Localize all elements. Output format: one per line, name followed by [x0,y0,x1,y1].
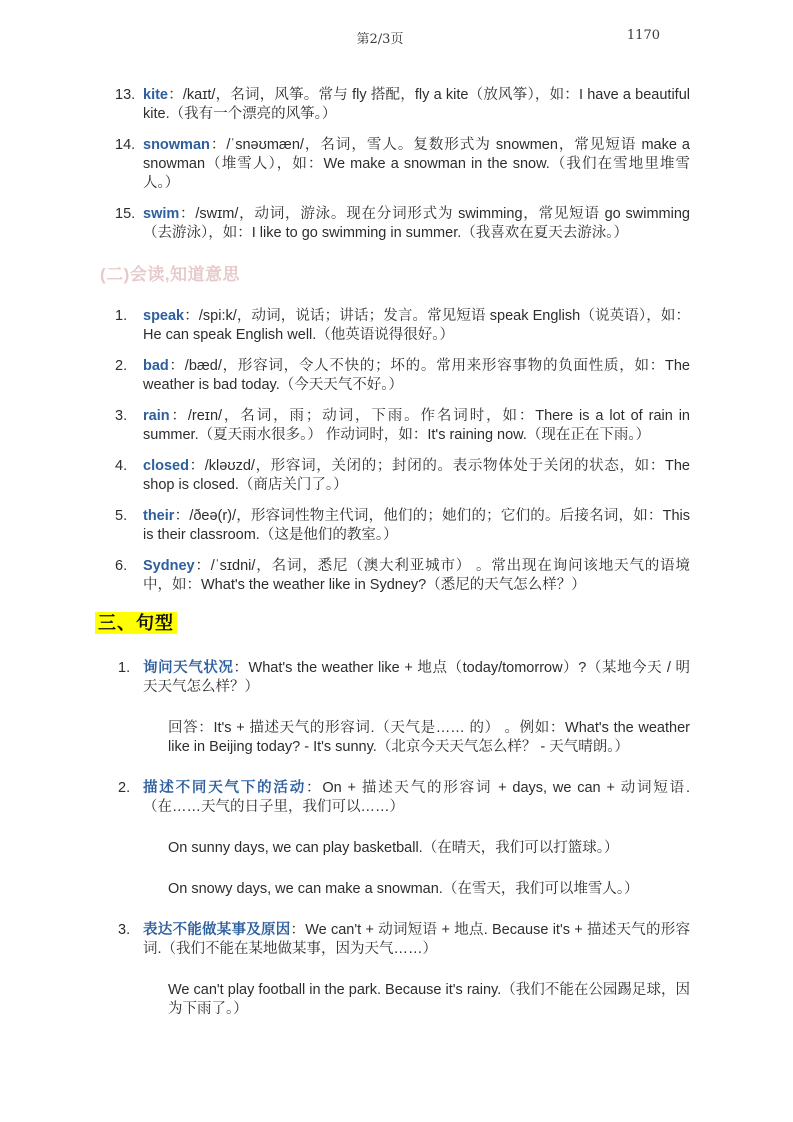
pattern-text: ：We can't + 动词短语 + 地点. Because it's + 描述天气的形容词.（我们不能在某地做某事，因为天气……） [143,922,690,957]
item-text [143,307,690,345]
section-heading-wrap [95,612,690,634]
pattern-example: On sunny days, we can play basketball.（在晴天，我们可以打篮球。） [168,840,619,856]
pattern-item-3 [100,921,690,1019]
definition-text: ：/spi:k/，动词，说话；讲话；发言。常见短语 speak English（说英语），如：He can speak English well.（他英语说得很好。） [143,308,690,343]
keyword-closed: closed [143,458,189,474]
definition-text: ：/ˈsnəʊmæn/，名词，雪人。复数形式为 snowmen，常见短语 make a snowman（堆雪人），如：We make a snowman in the snow.（我们在雪地里堆雪人。） [143,137,690,191]
vocab-item-5 [100,507,690,545]
item-number: 14. [115,137,136,153]
item-number: 13. [115,87,136,103]
item-number: 3. [118,922,131,938]
pattern-main-text [143,659,690,697]
item-number: 1. [115,308,128,324]
item-text [143,457,690,495]
item-number: 6. [115,558,128,574]
definition-text: ：/ðeə(r)/，形容词性物主代词，他们的；她们的；它们的。后接名词，如：This is their classroom.（这是他们的教室。） [143,508,690,543]
keyword-rain: rain [143,408,170,424]
vocab-item-3 [100,407,690,445]
keyword-their: their [143,508,175,524]
item-number: 2. [118,780,131,796]
pattern-example: We can't play football in the park. Because it's rainy.（我们不能在公园踢足球，因为下雨了。） [168,982,690,1017]
vocab-item-13 [100,86,690,124]
item-text [143,136,690,193]
pattern-main-text [143,779,690,817]
pattern-example: 回答：It's + 描述天气的形容词.（天气是…… 的） 。例如：What's the weather like in Beijing today? - It's sunny.（北京今天天气怎么样？ - 天气晴朗。） [168,720,690,755]
keyword-kite: kite [143,87,168,103]
item-number: 3. [115,408,128,424]
definition-text: ：/kaɪt/，名词，风筝。常与 fly 搭配，fly a kite（放风筝），如：I have a beautiful kite.（我有一个漂亮的风筝。） [143,87,690,122]
item-text [143,86,690,124]
vocab-item-6 [100,557,690,595]
page-header [100,28,660,46]
pattern-text: ：On + 描述天气的形容词 + days, we can + 动词短语.（在……天气的日子里，我们可以……） [143,780,691,815]
page-number-label: 第2/3页 [356,32,404,47]
item-text [143,507,690,545]
vocab-item-2 [100,357,690,395]
item-text [143,357,690,395]
keyword-sydney: Sydney [143,558,195,574]
keyword-bad: bad [143,358,169,374]
subsection-heading-can-read: (二)会读,知道意思 [100,265,241,284]
pattern-body [143,779,690,899]
pattern-label: 描述不同天气下的活动 [143,780,307,796]
pattern-item-2 [100,779,690,899]
definition-text: ：/swɪm/，动词，游泳。现在分词形式为 swimming，常见短语 go swimming（去游泳），如：I like to go swimming in summer.（我喜欢在夏天去游泳。） [143,206,690,241]
item-text [143,205,690,243]
keyword-speak: speak [143,308,185,324]
vocab-item-15 [100,205,690,243]
document-content [100,86,690,1035]
pattern-main-text [143,921,690,959]
item-number: 15. [115,206,136,222]
doc-number-label: 1170 [626,28,660,43]
item-number: 1. [118,660,131,676]
definition-text: ：/reɪn/，名词，雨；动词，下雨。作名词时，如：There is a lot of rain in summer.（夏天雨水很多。） 作动词时，如：It's raining now.（现在正在下雨。） [143,408,690,443]
pattern-label: 表达不能做某事及原因 [143,922,291,938]
keyword-snowman: snowman [143,137,210,153]
pattern-item-1 [100,659,690,757]
item-number: 5. [115,508,128,524]
pattern-body [143,659,690,757]
definition-text: ：/kləʊzd/，形容词，关闭的；封闭的。表示物体处于关闭的状态，如：The shop is closed.（商店关门了。） [143,458,690,493]
pattern-example: On snowy days, we can make a snowman.（在雪天，我们可以堆雪人。） [168,881,639,897]
vocab-item-4 [100,457,690,495]
definition-text: ：/ˈsɪdni/，名词，悉尼（澳大利亚城市） 。常出现在询问该地天气的语境中，如：What's the weather like in Sydney?（悉尼的天气怎么样？） [143,558,690,593]
item-text [143,557,690,595]
definition-text: ：/bæd/，形容词，令人不快的；坏的。常用来形容事物的负面性质，如：The weather is bad today.（今天天气不好。） [143,358,690,393]
vocab-item-1 [100,307,690,345]
pattern-label: 询问天气状况 [143,660,234,676]
item-number: 4. [115,458,128,474]
keyword-swim: swim [143,206,180,222]
vocab-item-14 [100,136,690,193]
pattern-body [143,921,690,1019]
pattern-text: ：What's the weather like + 地点（today/tomorrow）?（某地今天 / 明天天气怎么样？） [143,660,690,695]
item-text [143,407,690,445]
item-number: 2. [115,358,128,374]
section-heading-sentence-patterns: 三、句型 [95,612,177,634]
